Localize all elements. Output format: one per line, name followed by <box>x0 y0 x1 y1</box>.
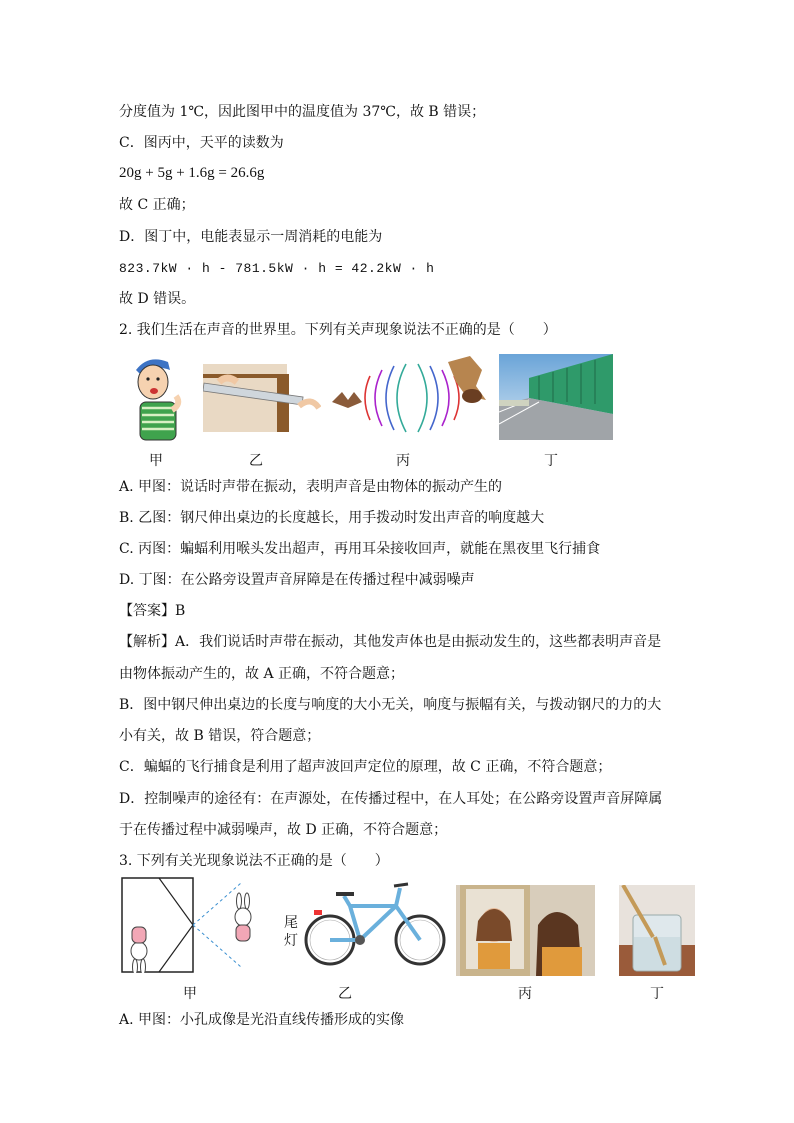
figure-mirror-photo <box>456 885 595 976</box>
figure-bat-echolocation <box>330 356 492 436</box>
analysis-line: 于在传播过程中减弱噪声，故 D 正确，不符合题意； <box>119 822 448 838</box>
text-line: D．图丁中，电能表显示一周消耗的电能为 <box>119 229 383 245</box>
option-b: B. 乙图：钢尺伸出桌边的长度越长，用手拨动时发出声音的响度越大 <box>119 510 545 526</box>
figure-caption-bing: 丙 <box>396 453 410 469</box>
equation-mass: 20g + 5g + 1.6g = 26.6g <box>119 165 265 181</box>
figure-pinhole-camera <box>121 877 285 973</box>
figure-ruler-on-table <box>203 364 321 432</box>
question-2-stem: 2. 我们生活在声音的世界里。下列有关声现象说法不正确的是（ ） <box>119 322 557 338</box>
figure-caption-ding: 丁 <box>544 453 558 469</box>
analysis-line: 由物体振动产生的，故 A 正确，不符合题意； <box>119 666 405 682</box>
option-d: D. 丁图：在公路旁设置声音屏障是在传播过程中减弱噪声 <box>119 572 475 588</box>
figure-caption-bing: 丙 <box>518 986 532 1002</box>
analysis-line: 【解析】A．我们说话时声带在振动，其他发声体也是由振动发生的，这些都表明声音是 <box>119 634 662 650</box>
figure-caption-jia: 甲 <box>149 453 163 469</box>
figure-caption-yi: 乙 <box>249 453 263 469</box>
question-3-stem: 3. 下列有关光现象说法不正确的是（ ） <box>119 853 389 869</box>
text-line: 分度值为 1℃，因此图甲中的温度值为 37℃，故 B 错误； <box>119 104 486 120</box>
tail-light-label: 尾 灯 <box>284 915 298 949</box>
option-a: A. 甲图：说话时声带在振动，表明声音是由物体的振动产生的 <box>119 479 503 495</box>
figure-caption-yi: 乙 <box>338 986 352 1002</box>
figure-glass-straw-photo <box>619 885 695 976</box>
analysis-line: 小有关，故 B 错误，符合题意； <box>119 728 321 744</box>
answer: 【答案】B <box>119 603 186 619</box>
text-line: C．图丙中，天平的读数为 <box>119 135 284 151</box>
option-c: C. 丙图：蝙蝠利用喉头发出超声，再用耳朵接收回声，就能在黑夜里飞行捕食 <box>119 541 601 557</box>
analysis-line: B．图中钢尺伸出桌边的长度与响度的大小无关，响度与振幅有关，与拨动钢尺的力的大 <box>119 697 662 713</box>
analysis-line: D．控制噪声的途径有：在声源处，在传播过程中，在人耳处；在公路旁设置声音屏障属 <box>119 791 663 807</box>
figure-boy-speaking <box>120 352 192 444</box>
figure-noise-barrier-photo <box>499 354 613 440</box>
analysis-line: C．蝙蝠的飞行捕食是利用了超声波回声定位的原理，故 C 正确，不符合题意； <box>119 759 612 775</box>
text-line: 故 C 正确； <box>119 197 195 213</box>
option-a: A. 甲图：小孔成像是光沿直线传播形成的实像 <box>119 1012 405 1028</box>
equation-energy: 823.7kW · h - 781.5kW · h = 42.2kW · h <box>119 261 435 276</box>
figure-caption-jia: 甲 <box>183 986 197 1002</box>
figure-caption-ding: 丁 <box>650 986 664 1002</box>
text-line: 故 D 错误。 <box>119 291 196 307</box>
